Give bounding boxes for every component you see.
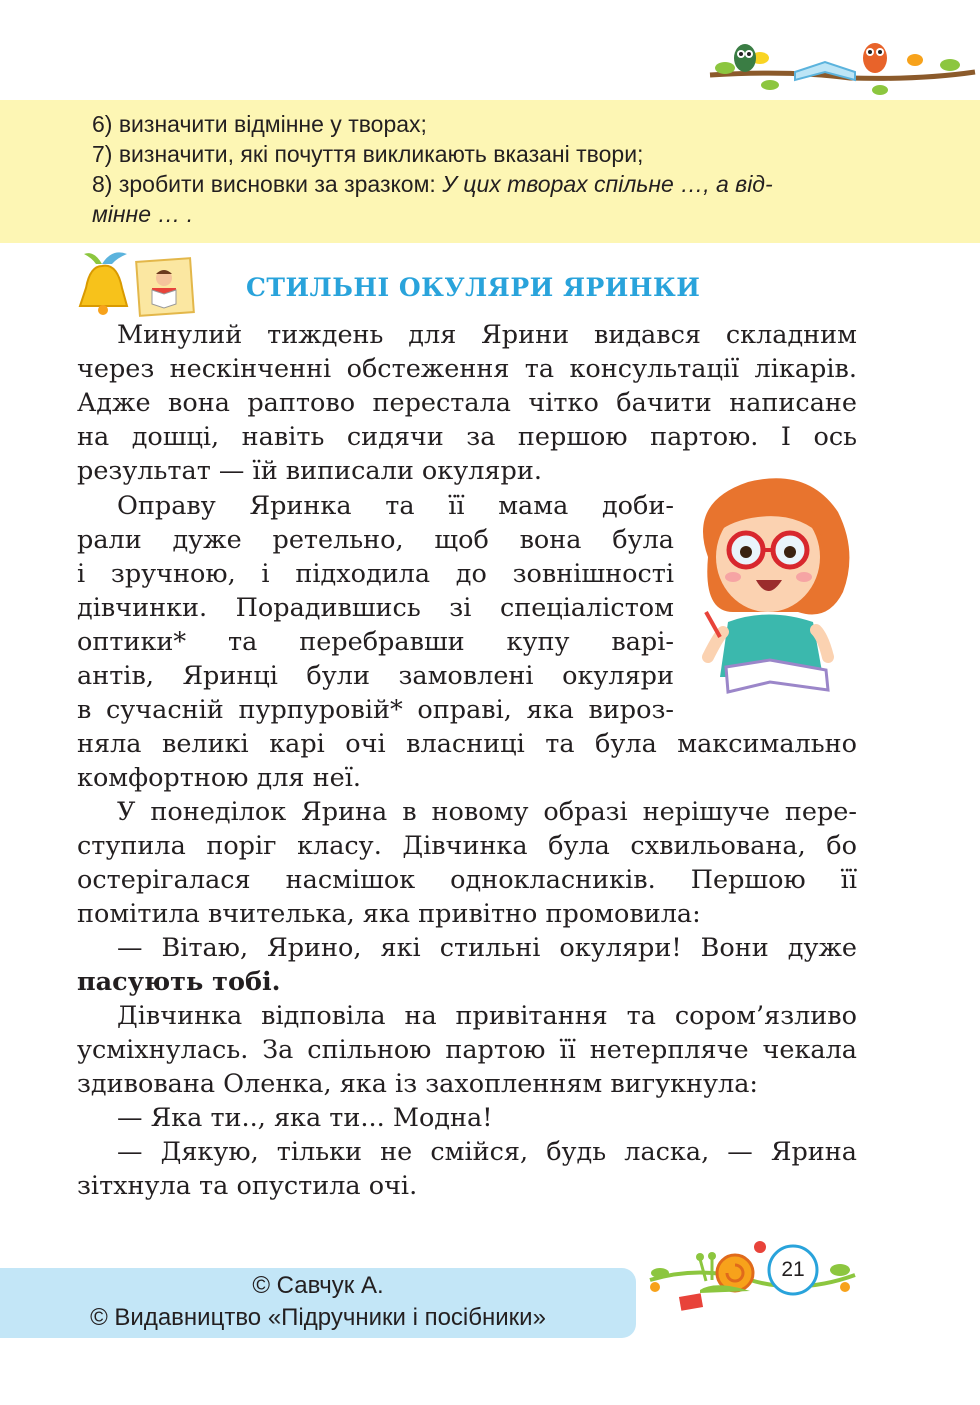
text-line: зітхнула та опустила очі.: [77, 1171, 418, 1201]
text-line: антів, Яринці були замовлені окуляри: [77, 661, 674, 691]
snail-icon: [696, 1252, 753, 1293]
text-line: результат — їй виписали окуляри.: [77, 456, 542, 486]
text-line: оптики* та перебравши купу варі-: [77, 627, 674, 657]
publisher-credit: © Видавництво «Підручники і посібники»: [90, 1304, 546, 1331]
text-line: Оправу Яринка та її мама доби-: [117, 491, 674, 521]
text-line: — Дякую, тільки не смійся, будь ласка, — Ярина: [117, 1137, 857, 1167]
copyright-box: [0, 1268, 636, 1338]
task-item-7: 7) визначити, які почуття викликають вказані твори;: [92, 141, 644, 167]
text-line: рали дуже ретельно, щоб вона була: [77, 525, 674, 555]
task-item-6: 6) визначити відмінне у творах;: [92, 111, 427, 137]
text-line: Минулий тиждень для Ярини видався складним: [117, 320, 857, 350]
text-line: на дошці, навіть сидячи за першою партою. І ось: [77, 422, 857, 452]
owl-green-icon: [734, 44, 756, 72]
text-line: — Яка ти.., яка ти... Модна!: [117, 1103, 493, 1133]
text-line: Адже вона раптово перестала чітко бачити написане: [77, 388, 857, 418]
text-line: дівчинки. Порадившись зі спеціалістом: [77, 593, 674, 623]
text-line: пасують тобі.: [77, 967, 281, 997]
text-line: остерігалася насмішок однокласників. Першою її: [77, 865, 857, 895]
bell-icon: [80, 252, 127, 315]
reading-child-card-icon: [136, 258, 194, 316]
task-list-box: [0, 100, 980, 243]
bell-and-reading-icon: [72, 248, 198, 320]
girl-with-glasses-illustration: [678, 462, 858, 697]
text-line: Дівчинка відповіла на привітання та сором’язливо: [117, 1001, 857, 1031]
text-line: усміхнулась. За спільною партою її нетерпляче чекала: [77, 1035, 857, 1065]
text-line: через нескінченні обстеження та консультації лікарів.: [77, 354, 857, 384]
snail-flowers-decoration: [640, 1225, 860, 1320]
page-number: 21: [781, 1258, 805, 1281]
text-line: здивована Оленка, яка із захопленням вигукнула:: [77, 1069, 759, 1099]
text-line: — Вітаю, Ярино, які стильні окуляри! Вони дуже: [117, 933, 857, 963]
text-line: і зручною, і підходила до зовнішності: [77, 559, 674, 589]
text-line: в сучасній пурпуровій* оправі, яка вироз-: [77, 695, 674, 725]
text-line: ступила поріг класу. Дівчинка була схвильована, бо: [77, 831, 857, 861]
branch-owls-decoration: [700, 30, 980, 110]
owl-orange-icon: [863, 43, 887, 73]
text-line: комфортною для неї.: [77, 763, 361, 793]
story-title: СТИЛЬНІ ОКУЛЯРИ ЯРИНКИ: [246, 273, 701, 302]
text-line: помітила вчителька, яка привітно промовила:: [77, 899, 701, 929]
task-item-8: 8) зробити висновки за зразком: У цих творах спільне …, а від-: [92, 171, 773, 197]
text-line: няла великі карі очі власниці та була максимально: [77, 729, 857, 759]
task-item-8-continuation: мінне … .: [92, 201, 194, 227]
author-credit: © Савчук А.: [252, 1272, 384, 1299]
text-line: У понеділок Ярина в новому образі нерішуче пере-: [117, 797, 857, 827]
